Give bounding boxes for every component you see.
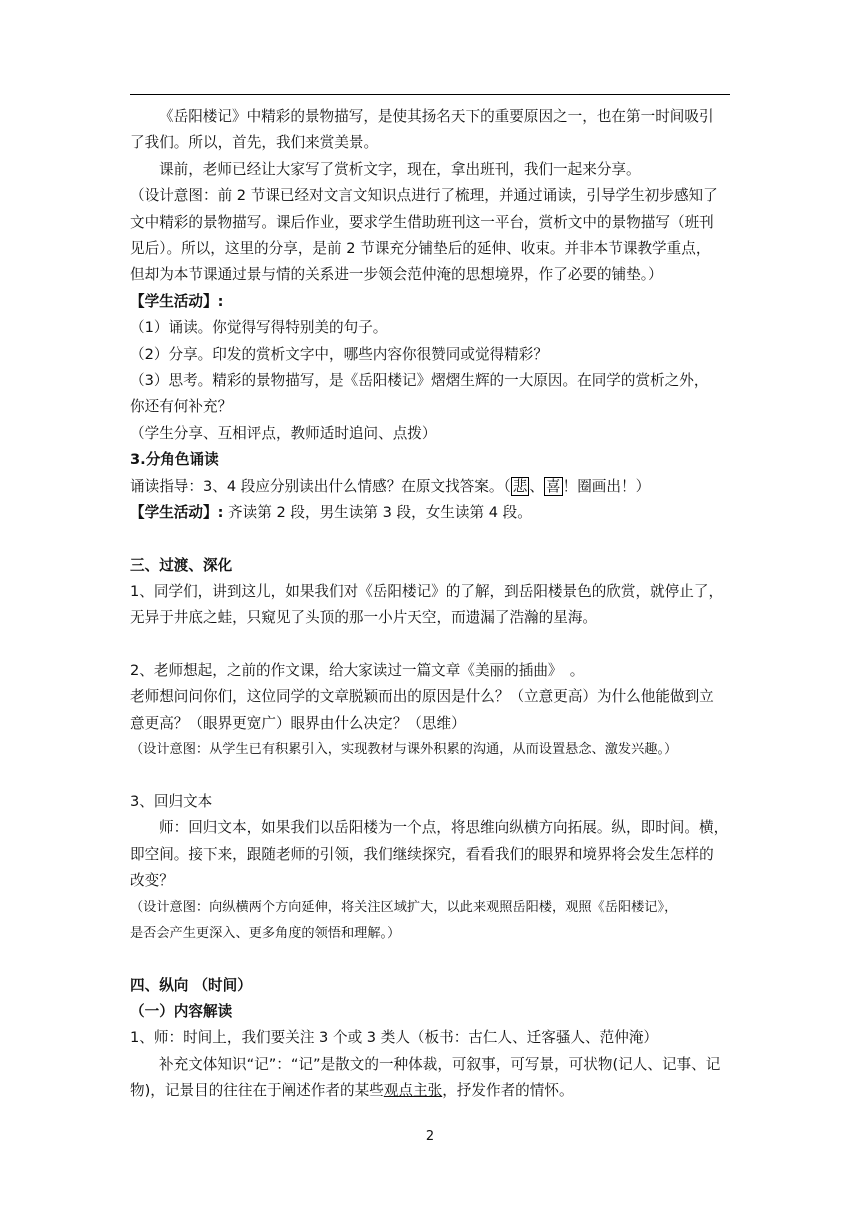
paragraph-line: 2、老师想起，之前的作文课，给大家读过一篇文章《美丽的插曲》 。	[130, 661, 585, 679]
reading-guide-end: ！圈画出！）	[562, 477, 651, 495]
paragraph-line: 即空间。接下来，跟随老师的引领，我们继续探究，看看我们的眼界和境界将会发生怎样的	[130, 845, 714, 863]
paragraph-line: 改变？	[130, 872, 174, 890]
design-note-line: 文中精彩的景物描写。课后作业，要求学生借助班刊这一平台，赏析文中的景物描写（班刊	[130, 213, 714, 231]
paragraph-line: 1、师：时间上，我们要关注 3 个或 3 类人（板书：古仁人、迁客骚人、范仲淹）	[130, 1029, 659, 1047]
section-heading: 三、过渡、深化	[130, 556, 233, 574]
activity-text: 齐读第 2 段，男生读第 3 段，女生读第 4 段。	[228, 504, 532, 522]
paragraph-line: 1、同学们，讲到这儿，如果我们对《岳阳楼记》的了解，到岳阳楼景色的欣赏，就停止了，	[130, 582, 724, 600]
paragraph-line: 老师想问问你们，这位同学的文章脱颖而出的原因是什么？（立意更高）为什么他能做到立	[130, 688, 714, 706]
activity-item: 你还有何补充？	[130, 398, 233, 416]
design-note-line: （设计意图：从学生已有积累引入，实现教材与课外积累的沟通，从而设置悬念、激发兴趣。）	[130, 741, 678, 757]
separator: 、	[529, 477, 544, 495]
paragraph-line	[130, 1078, 730, 1104]
paragraph-line: 了我们。所以，首先，我们来赏美景。	[130, 134, 379, 152]
activity-item: （3）思考。精彩的景物描写，是《岳阳楼记》熠熠生辉的一大原因。在同学的赏析之外，	[130, 372, 709, 390]
design-note-line: 是否会产生更深入、更多角度的领悟和理解。）	[130, 925, 401, 941]
section-heading: 3.分角色诵读	[130, 451, 219, 469]
text-fragment: ，抒发作者的情怀。	[442, 1082, 574, 1100]
boxed-word-sad: 悲	[512, 477, 528, 495]
paragraph-line: 补充文体知识“记”：“记”是散文的一种体裁，可叙事，可写景，可状物(记人、记事、记	[159, 1055, 721, 1073]
design-note-line: （设计意图：向纵横两个方向延伸，将关注区域扩大，以此来观照岳阳楼，观照《岳阳楼记》，	[130, 899, 678, 915]
design-note-line: 见后）。所以，这里的分享，是前 2 节课充分铺垫后的延伸、收束。并非本节课教学重点，	[130, 240, 711, 258]
underlined-phrase: 观点主张	[383, 1082, 443, 1100]
activity-item: （2）分享。印发的赏析文字中，哪些内容你很赞同或觉得精彩？	[130, 345, 548, 363]
paragraph-line: 意更高？（眼界更宽广）眼界由什么决定？（思维）	[130, 714, 466, 732]
document-body	[130, 104, 730, 1105]
reading-guide-text: 诵读指导：3、4 段应分别读出什么情感？在原文找答案。（	[130, 477, 511, 495]
activity-heading: 【学生活动】:	[130, 292, 224, 310]
activity-item: （1）诵读。你觉得写得特别美的句子。	[130, 319, 388, 337]
paragraph-line: 无异于井底之蛙，只窥见了头顶的那一小片天空，而遗漏了浩瀚的星海。	[130, 609, 598, 627]
boxed-word-joy: 喜	[545, 477, 561, 495]
design-note-line: （设计意图：前 2 节课已经对文言文知识点进行了梳理，并通过诵读，引导学生初步感知了	[130, 187, 718, 205]
paragraph-line: 师：回归文本，如果我们以岳阳楼为一个点，将思维向纵横方向拓展。纵，即时间。横，	[159, 819, 729, 837]
section-heading: 四、纵向 （时间）	[130, 976, 252, 994]
paragraph-line: 课前，老师已经让大家写了赏析文字，现在，拿出班刊，我们一起来分享。	[159, 160, 641, 178]
design-note-line: 但却为本节课通过景与情的关系进一步领会范仲淹的思想境界，作了必要的铺垫。）	[130, 266, 663, 284]
paragraph-line: 3、回归文本	[130, 792, 213, 810]
activity-line	[130, 500, 730, 526]
page-number: 2	[425, 1129, 435, 1144]
text-fragment: 物)，记景目的往往在于阐述作者的某些	[130, 1082, 384, 1100]
header-rule	[130, 94, 730, 95]
reading-guide	[130, 474, 730, 500]
activity-note: （学生分享、互相评点，教师适时追问、点拨）	[130, 424, 437, 442]
activity-label: 【学生活动】:	[130, 504, 224, 522]
paragraph-line: 《岳阳楼记》中精彩的景物描写，是使其扬名天下的重要原因之一，也在第一时间吸引	[159, 108, 714, 125]
subsection-heading: （一）内容解读	[130, 1002, 233, 1020]
